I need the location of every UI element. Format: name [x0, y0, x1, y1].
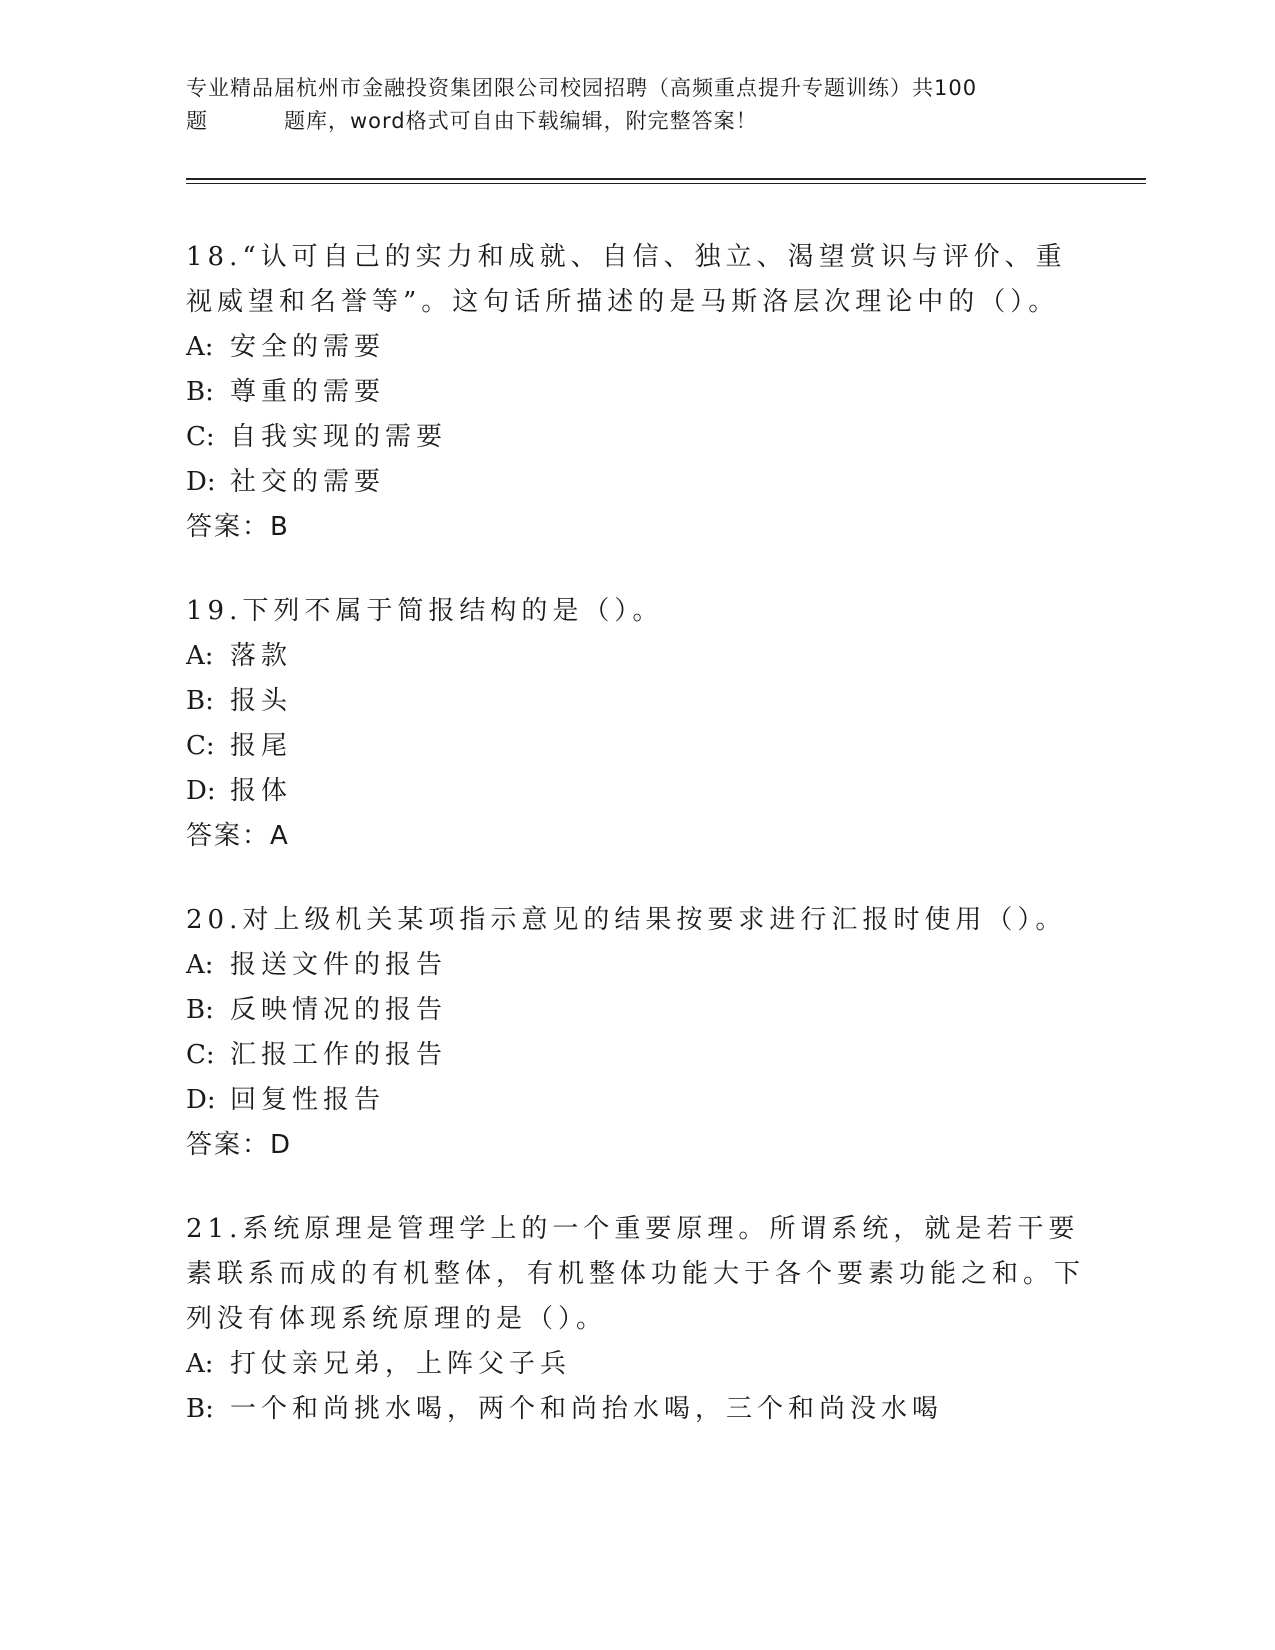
- header-line-1: 专业精品届杭州市金融投资集团限公司校园招聘（高频重点提升专题训练）共100: [186, 76, 978, 100]
- option-text: 落款: [230, 641, 293, 671]
- option-a: [186, 943, 1086, 988]
- option-c: [186, 1033, 1086, 1078]
- option-label: D:: [186, 776, 216, 806]
- header-line-2: [186, 105, 1086, 138]
- question-21: [186, 1207, 1086, 1432]
- question-list: [186, 235, 1086, 1471]
- option-c: [186, 724, 1086, 769]
- option-label: D:: [186, 467, 216, 497]
- header-line-2-rest: 题库，word格式可自由下载编辑，附完整答案！: [284, 109, 758, 133]
- option-label: D:: [186, 1085, 216, 1115]
- option-label: A:: [186, 950, 214, 980]
- option-text: 报头: [230, 686, 293, 716]
- question-text: 19.下列不属于简报结构的是（）。: [186, 596, 664, 626]
- answer-line: 答案：D: [186, 1130, 293, 1160]
- option-b: [186, 1387, 1086, 1432]
- option-label: B:: [186, 686, 214, 716]
- option-a: [186, 1342, 1086, 1387]
- question-text: 18.“认可自己的实力和成就、自信、独立、渴望赏识与评价、重视威望和名誉等”。这句话所描述的是马斯洛层次理论中的（）。: [186, 242, 1067, 317]
- option-text: 打仗亲兄弟，上阵父子兵: [230, 1349, 572, 1379]
- option-a: [186, 325, 1086, 370]
- question-20: [186, 898, 1086, 1168]
- option-text: 报尾: [230, 731, 293, 761]
- option-label: B:: [186, 995, 214, 1025]
- question-19: [186, 589, 1086, 859]
- option-text: 反映情况的报告: [230, 995, 448, 1025]
- answer-line: 答案：B: [186, 512, 290, 542]
- option-b: [186, 370, 1086, 415]
- option-d: [186, 1078, 1086, 1123]
- option-label: B:: [186, 377, 214, 407]
- option-text: 报体: [230, 776, 293, 806]
- option-label: C:: [186, 1040, 215, 1070]
- option-label: A:: [186, 332, 214, 362]
- header-rule-thin: [186, 183, 1146, 184]
- option-label: A:: [186, 1349, 214, 1379]
- option-a: [186, 634, 1086, 679]
- question-text: 21.系统原理是管理学上的一个重要原理。所谓系统，就是若干要素联系而成的有机整体，有机整体功能大于各个要素功能之和。下列没有体现系统原理的是（）。: [186, 1214, 1086, 1334]
- option-label: A:: [186, 641, 214, 671]
- option-text: 自我实现的需要: [230, 422, 448, 452]
- option-text: 一个和尚挑水喝，两个和尚抬水喝，三个和尚没水喝: [230, 1394, 944, 1424]
- option-c: [186, 415, 1086, 460]
- question-18: [186, 235, 1086, 550]
- header-line-2-lead: 题: [186, 109, 208, 133]
- option-b: [186, 988, 1086, 1033]
- option-label: C:: [186, 422, 215, 452]
- option-text: 社交的需要: [230, 467, 386, 497]
- option-text: 报送文件的报告: [230, 950, 448, 980]
- option-b: [186, 679, 1086, 724]
- option-text: 尊重的需要: [230, 377, 386, 407]
- answer-line: 答案：A: [186, 821, 290, 851]
- option-text: 安全的需要: [230, 332, 386, 362]
- option-text: 汇报工作的报告: [230, 1040, 448, 1070]
- option-d: [186, 460, 1086, 505]
- option-d: [186, 769, 1086, 814]
- option-label: B:: [186, 1394, 214, 1424]
- header-rule-thick: [186, 178, 1146, 180]
- document-header: [186, 72, 1086, 138]
- option-label: C:: [186, 731, 215, 761]
- question-text: 20.对上级机关某项指示意见的结果按要求进行汇报时使用（）。: [186, 905, 1067, 935]
- option-text: 回复性报告: [230, 1085, 386, 1115]
